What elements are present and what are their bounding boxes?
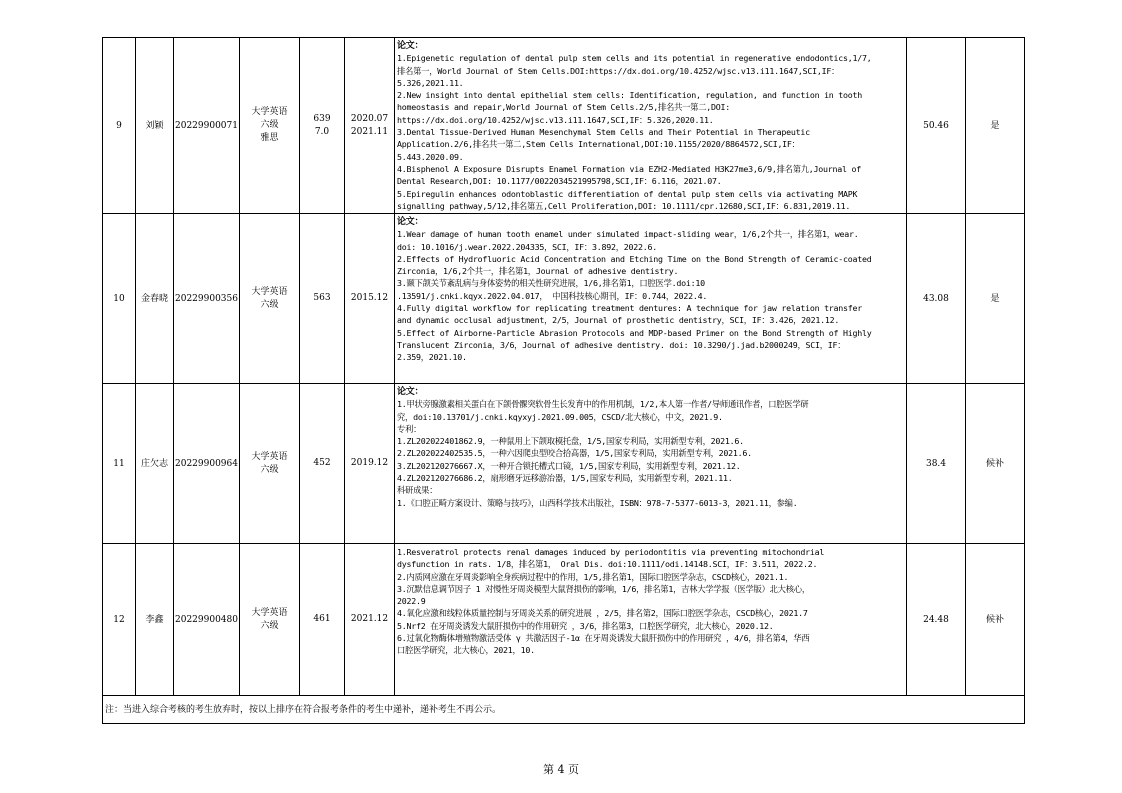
cell-text: 六级 [260, 464, 279, 475]
candidate-name [136, 544, 174, 696]
row-number [103, 544, 136, 696]
candidate-id [174, 384, 240, 544]
cell-text: 金春晓 [140, 293, 168, 304]
paper-line: 3.沉默信息调节因子 1 对慢性牙周炎模型大鼠肾损伤的影响，1/6，排名第1，吉林大学学报（医学版）北大核心， [397, 583, 810, 594]
cell-text: 六级 [260, 299, 279, 310]
cell-text: 452 [313, 458, 331, 468]
research-achievements [395, 38, 907, 214]
candidate-name [136, 38, 174, 214]
paper-line: 4.氧化应激和线粒体质量控制与牙周炎关系的研究进展 ，2/5，排名第2，国际口腔医学杂志，CSCD核心，2021.7 [397, 608, 808, 619]
cell-text: 六级 [260, 120, 279, 130]
candidate-table [102, 37, 1025, 724]
paper-line: 1.Epigenetic regulation of dental pulp stem cells and its potential in regenerative endodontics,1/7, [397, 53, 872, 64]
exam-date [345, 214, 395, 384]
paper-line: 科研成果： [397, 485, 438, 496]
table-row [103, 214, 1025, 384]
paper-line: 5.Epiregulin enhances odontoblastic differentiation of dental pulp stem cells via activating MAPK [397, 188, 858, 199]
cell-text: 20229900964 [175, 458, 238, 469]
cell-text: 2021.12 [350, 614, 389, 624]
cell-text: 639 [313, 113, 331, 124]
paper-line: 论文： [397, 387, 424, 397]
table-row [103, 38, 1025, 214]
paper-line: 4.Fully digital workflow for replicating treatment dentures: A technique for jaw relation transfer [397, 303, 863, 314]
cell-text: 是 [990, 293, 1000, 304]
page-number: 第 4 页 [543, 763, 579, 776]
paper-line: Translucent Zirconia，3/6，Journal of adhesive dentistry. doi: 10.3290/j.jad.b2000249，SCI，IF： [397, 339, 846, 350]
cell-text: 是 [990, 120, 1000, 131]
footnote: 注：当进入综合考核的考生放弃时，按以上排序在符合报考条件的考生中递补，递补考生不再公示。 [103, 696, 1025, 724]
cell-text: 20229900356 [175, 293, 238, 304]
paper-line: 4.Bisphenol A Exposure Disrupts Enamel Formation via EZH2-Mediated H3K27me3,6/9,排名第九,Journal of [397, 163, 861, 174]
paper-line: 2.New insight into dental epithelial stem cells: Identification, regulation, and function in tooth [397, 90, 863, 101]
total-score [907, 214, 966, 384]
cell-text: 大学英语 [251, 286, 288, 297]
paper-line: 1.《口腔正畸方案设计、策略与技巧》，山西科学技术出版社，ISBN：978-7-5377-6013-3，2021.11，参编. [397, 497, 798, 508]
research-achievements [395, 214, 907, 384]
cell-text: 7.0 [314, 126, 330, 137]
paper-line: 1.ZL202022401862.9，一种鼠用上下颌取模托盘，1/5,国家专利局，实用新型专利，2021.6. [397, 436, 744, 447]
cell-text: 2021.11 [350, 126, 389, 137]
cell-text: 李鑫 [145, 614, 164, 625]
total-score [907, 384, 966, 544]
row-number [103, 214, 136, 384]
candidate-id [174, 38, 240, 214]
row-number [103, 38, 136, 214]
cell-text: 雅思 [260, 133, 279, 143]
cell-text: 2019.12 [350, 458, 389, 468]
cell-text: 20229900071 [175, 120, 238, 131]
paper-line: 1.Wear damage of human tooth enamel under simulated impact-sliding wear，1/6,2个共一，排名第1，wear. [397, 229, 859, 240]
cell-text: 38.4 [925, 458, 947, 469]
paper-line: 3.Dental Tissue-Derived Human Mesenchymal Stem Cells and Their Potential in Therapeutic [397, 127, 810, 138]
cell-text: 12 [113, 614, 125, 625]
english-score [300, 384, 345, 544]
total-score [907, 38, 966, 214]
cell-text: 大学英语 [251, 107, 288, 117]
research-achievements [395, 384, 907, 544]
paper-line: 1.甲状旁腺激素相关蛋白在下颌骨髁突软骨生长发育中的作用机制，1/2,本人第一作者/导师通讯作者，口腔医学研 [397, 399, 809, 410]
table-row [103, 544, 1025, 696]
paper-line: 6.过氧化物酶体增殖物激活受体 γ 共激活因子-1α 在牙周炎诱发大鼠肝损伤中的作用研究 ，4/6，排名第4，华西 [397, 633, 810, 644]
paper-line: 2022.9 [397, 596, 426, 607]
english-score [300, 38, 345, 214]
candidate-name [136, 214, 174, 384]
candidate-name [136, 384, 174, 544]
cell-text: 24.48 [923, 614, 949, 625]
paper-line: https://dx.doi.org/10.4252/wjsc.v13.i11.1647,SCI,IF：5.326,2020.11. [397, 114, 714, 125]
total-score [907, 544, 966, 696]
cell-text: 461 [313, 614, 331, 624]
candidate-id [174, 214, 240, 384]
exam-date [345, 38, 395, 214]
paper-line: 5.Nrf2 在牙周炎诱发大鼠肝损伤中的作用研究 ，3/6，排名第3，口腔医学研究，北大核心，2020.12. [397, 620, 774, 631]
paper-line: signalling pathway,5/12,排名第五,Cell Proliferation,DOI: 10.1111/cpr.12680,SCI,IF：6.831,2019.11. [397, 200, 851, 211]
english-level [240, 38, 300, 214]
paper-line: and dynamic occlusal adjustment，2/5，Journal of prosthetic dentistry，SCI，IF：3.426，2021.12. [397, 315, 840, 326]
english-level [240, 384, 300, 544]
paper-line: 3.ZL202120276667.X，一种开合锁托槽式口镜，1/5,国家专利局，实用新型专利，2021.12. [397, 460, 741, 471]
cell-text: 43.08 [923, 293, 949, 304]
paper-line: 论文： [397, 41, 424, 51]
cell-text: 候补 [985, 614, 1004, 625]
paper-line: Zirconia，1/6,2个共一，排名第1，Journal of adhesive dentistry. [397, 266, 679, 277]
paper-line: 2.ZL202022402535.5，一种六因爬虫型咬合拾高器，1/5,国家专利局，实用新型专利，2021.6. [397, 448, 752, 459]
candidate-id [174, 544, 240, 696]
research-achievements [395, 544, 907, 696]
note-row [103, 696, 1025, 724]
admission-result [966, 38, 1025, 214]
paper-line: 口腔医学研究，北大核心，2021，10. [397, 645, 535, 656]
paper-line: 1.Resveratrol protects renal damages induced by periodontitis via preventing mitochondrial [397, 547, 825, 557]
table-row [103, 384, 1025, 544]
exam-date [345, 544, 395, 696]
paper-line: 2.Effects of Hydrofluoric Acid Concentration and Etching Time on the Bond Strength of Ceramic-coated [397, 253, 872, 264]
paper-line: .13591/j.cnki.kqyx.2022.04.017， 中国科技核心期刊，IF：0.744，2022.4. [397, 290, 708, 301]
cell-text: 2020.07 [350, 113, 389, 124]
english-level [240, 214, 300, 384]
paper-line: 专利： [397, 423, 422, 434]
row-number [103, 384, 136, 544]
cell-text: 刘颖 [145, 120, 164, 131]
paper-line: doi: 10.1016/j.wear.2022.204335，SCI，IF：3.892，2022.6. [397, 241, 657, 252]
paper-line: Dental Research,DOI: 10.1177/0022034521995798,SCI,IF：6.116，2021.07. [397, 176, 722, 187]
paper-line: 2.内质网应激在牙周炎影响全身疾病过程中的作用，1/5,排名第1，国际口腔医学杂志，CSCD核心，2021.1. [397, 571, 789, 582]
paper-line: homeostasis and repair,World Journal of Stem Cells.2/5,排名共一第二,DOI: [397, 102, 730, 113]
admission-result [966, 384, 1025, 544]
paper-line: 4.ZL202120276686.2，扇形磨牙远移游冶器，1/5,国家专利局，实用新型专利，2021.11. [397, 473, 733, 484]
cell-text: 9 [116, 120, 122, 131]
paper-line: dysfunction in rats. 1/8，排名第1， Oral Dis. doi:10.1111/odi.14148.SCI，IF：3.511，2022.2. [397, 559, 818, 570]
admission-result [966, 214, 1025, 384]
cell-text: 庄欠志 [140, 458, 168, 469]
cell-text: 大学英语 [251, 451, 288, 462]
cell-text: 11 [113, 458, 125, 469]
exam-date [345, 384, 395, 544]
paper-line: Application.2/6,排名共一第二,Stem Cells International,DOI:10.1155/2020/8864572,SCI,IF： [397, 139, 800, 150]
english-score [300, 214, 345, 384]
cell-text: 大学英语 [251, 607, 288, 618]
admission-result [966, 544, 1025, 696]
cell-text: 10 [113, 293, 125, 304]
paper-line: 2.359，2021.10. [397, 352, 467, 363]
paper-line: 论文： [397, 217, 424, 227]
paper-line: 5.443.2020.09. [397, 151, 464, 162]
english-level [240, 544, 300, 696]
cell-text: 563 [313, 293, 331, 303]
paper-line: 排名第一，World Journal of Stem Cells.DOI:https://dx.doi.org/10.4252/wjsc.v13.i11.1647,SCI,IF： [397, 65, 840, 76]
paper-line: 5.326,2021.11. [397, 77, 464, 88]
paper-line: 3.颞下颌关节紊乱病与身体姿势的相关性研究进展，1/6,排名第1，口腔医学.doi:10 [397, 278, 705, 289]
cell-text: 六级 [260, 620, 279, 631]
cell-text: 50.46 [923, 120, 949, 131]
cell-text: 2015.12 [350, 293, 389, 303]
paper-line: 5.Effect of Airborne-Particle Abrasion Protocols and MDP-based Primer on the Bond Strength of Highly [397, 327, 872, 338]
cell-text: 20229900480 [175, 614, 238, 625]
cell-text: 候补 [985, 458, 1004, 469]
paper-line: 究，doi:10.13701/j.cnki.kqyxyj.2021.09.005，CSCD/北大核心，中文，2021.9. [397, 411, 723, 422]
english-score [300, 544, 345, 696]
